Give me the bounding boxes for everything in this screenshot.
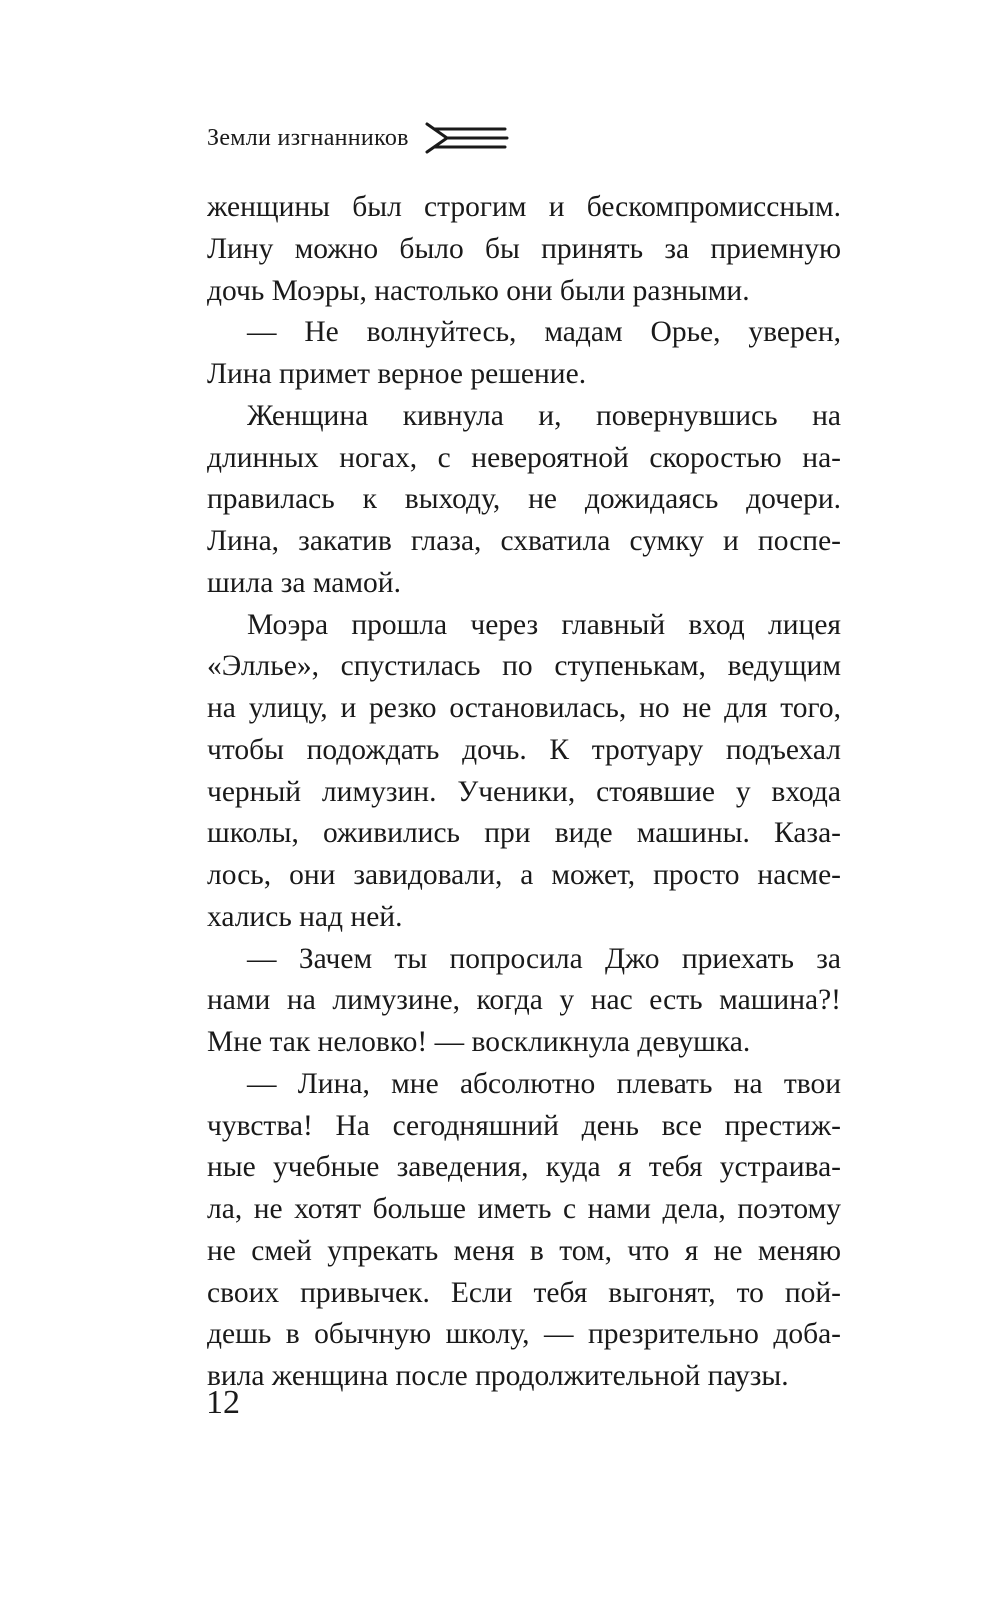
text-line: нами на лимузине, когда у нас есть машина?!	[207, 984, 841, 1017]
text-line: хались над ней.	[207, 900, 403, 933]
text-line: своих привычек. Если тебя выгонят, то пой-	[207, 1276, 841, 1309]
text-line: правилась к выходу, не дожидаясь дочери.	[207, 483, 841, 516]
text-line: Мне так неловко! — воскликнула девушка.	[207, 1026, 751, 1058]
text-line: ные учебные заведения, куда я тебя устраива-	[207, 1151, 841, 1184]
text-line: — Лина, мне абсолютно плевать на твои	[247, 1067, 841, 1100]
text-line: чтобы подождать дочь. К тротуару подъехал	[207, 733, 841, 766]
running-head-title: Земли изгнанников	[207, 124, 409, 151]
text-line: лось, они завидовали, а может, просто насме-	[207, 859, 841, 891]
text-line: ла, не хотят больше иметь с нами дела, поэтому	[207, 1193, 841, 1225]
text-line: не смей упрекать меня в том, что я не меняю	[207, 1234, 841, 1267]
text-line: вила женщина после продолжительной паузы.	[207, 1360, 789, 1392]
text-line: Моэра прошла через главный вход лицея	[247, 608, 841, 641]
text-line: шила за мамой.	[207, 566, 401, 599]
text-line: дешь в обычную школу, — презрительно доба-	[207, 1318, 841, 1351]
text-line: черный лимузин. Ученики, стоявшие у входа	[207, 775, 841, 808]
body-text	[207, 187, 841, 1398]
page-number: 12	[206, 1384, 240, 1421]
text-line: чувства! На сегодняшний день все престиж-	[207, 1109, 841, 1142]
text-line: дочь Моэры, настолько они были разными.	[207, 274, 750, 307]
text-line: Лина примет верное решение.	[207, 358, 587, 390]
text-line: «Эллье», спустилась по ступенькам, ведущим	[207, 650, 841, 683]
text-line: Лина, закатив глаза, схватила сумку и поспе-	[207, 525, 841, 557]
text-line: длинных ногах, с невероятной скоростью на-	[207, 441, 841, 474]
triple-line-arrow-ornament-icon	[423, 120, 509, 156]
text-line: школы, оживились при виде машины. Каза-	[207, 817, 841, 850]
text-line: — Зачем ты попросила Джо приехать за	[247, 942, 841, 975]
text-line: на улицу, и резко остановилась, но не для того,	[207, 692, 841, 724]
text-line: женщины был строгим и бескомпромиссным.	[207, 191, 841, 223]
text-line: Женщина кивнула и, повернувшись на	[247, 399, 841, 432]
text-line: — Не волнуйтесь, мадам Орье, уверен,	[247, 316, 841, 349]
running-head	[207, 118, 509, 158]
text-line: Лину можно было бы принять за приемную	[207, 232, 841, 265]
